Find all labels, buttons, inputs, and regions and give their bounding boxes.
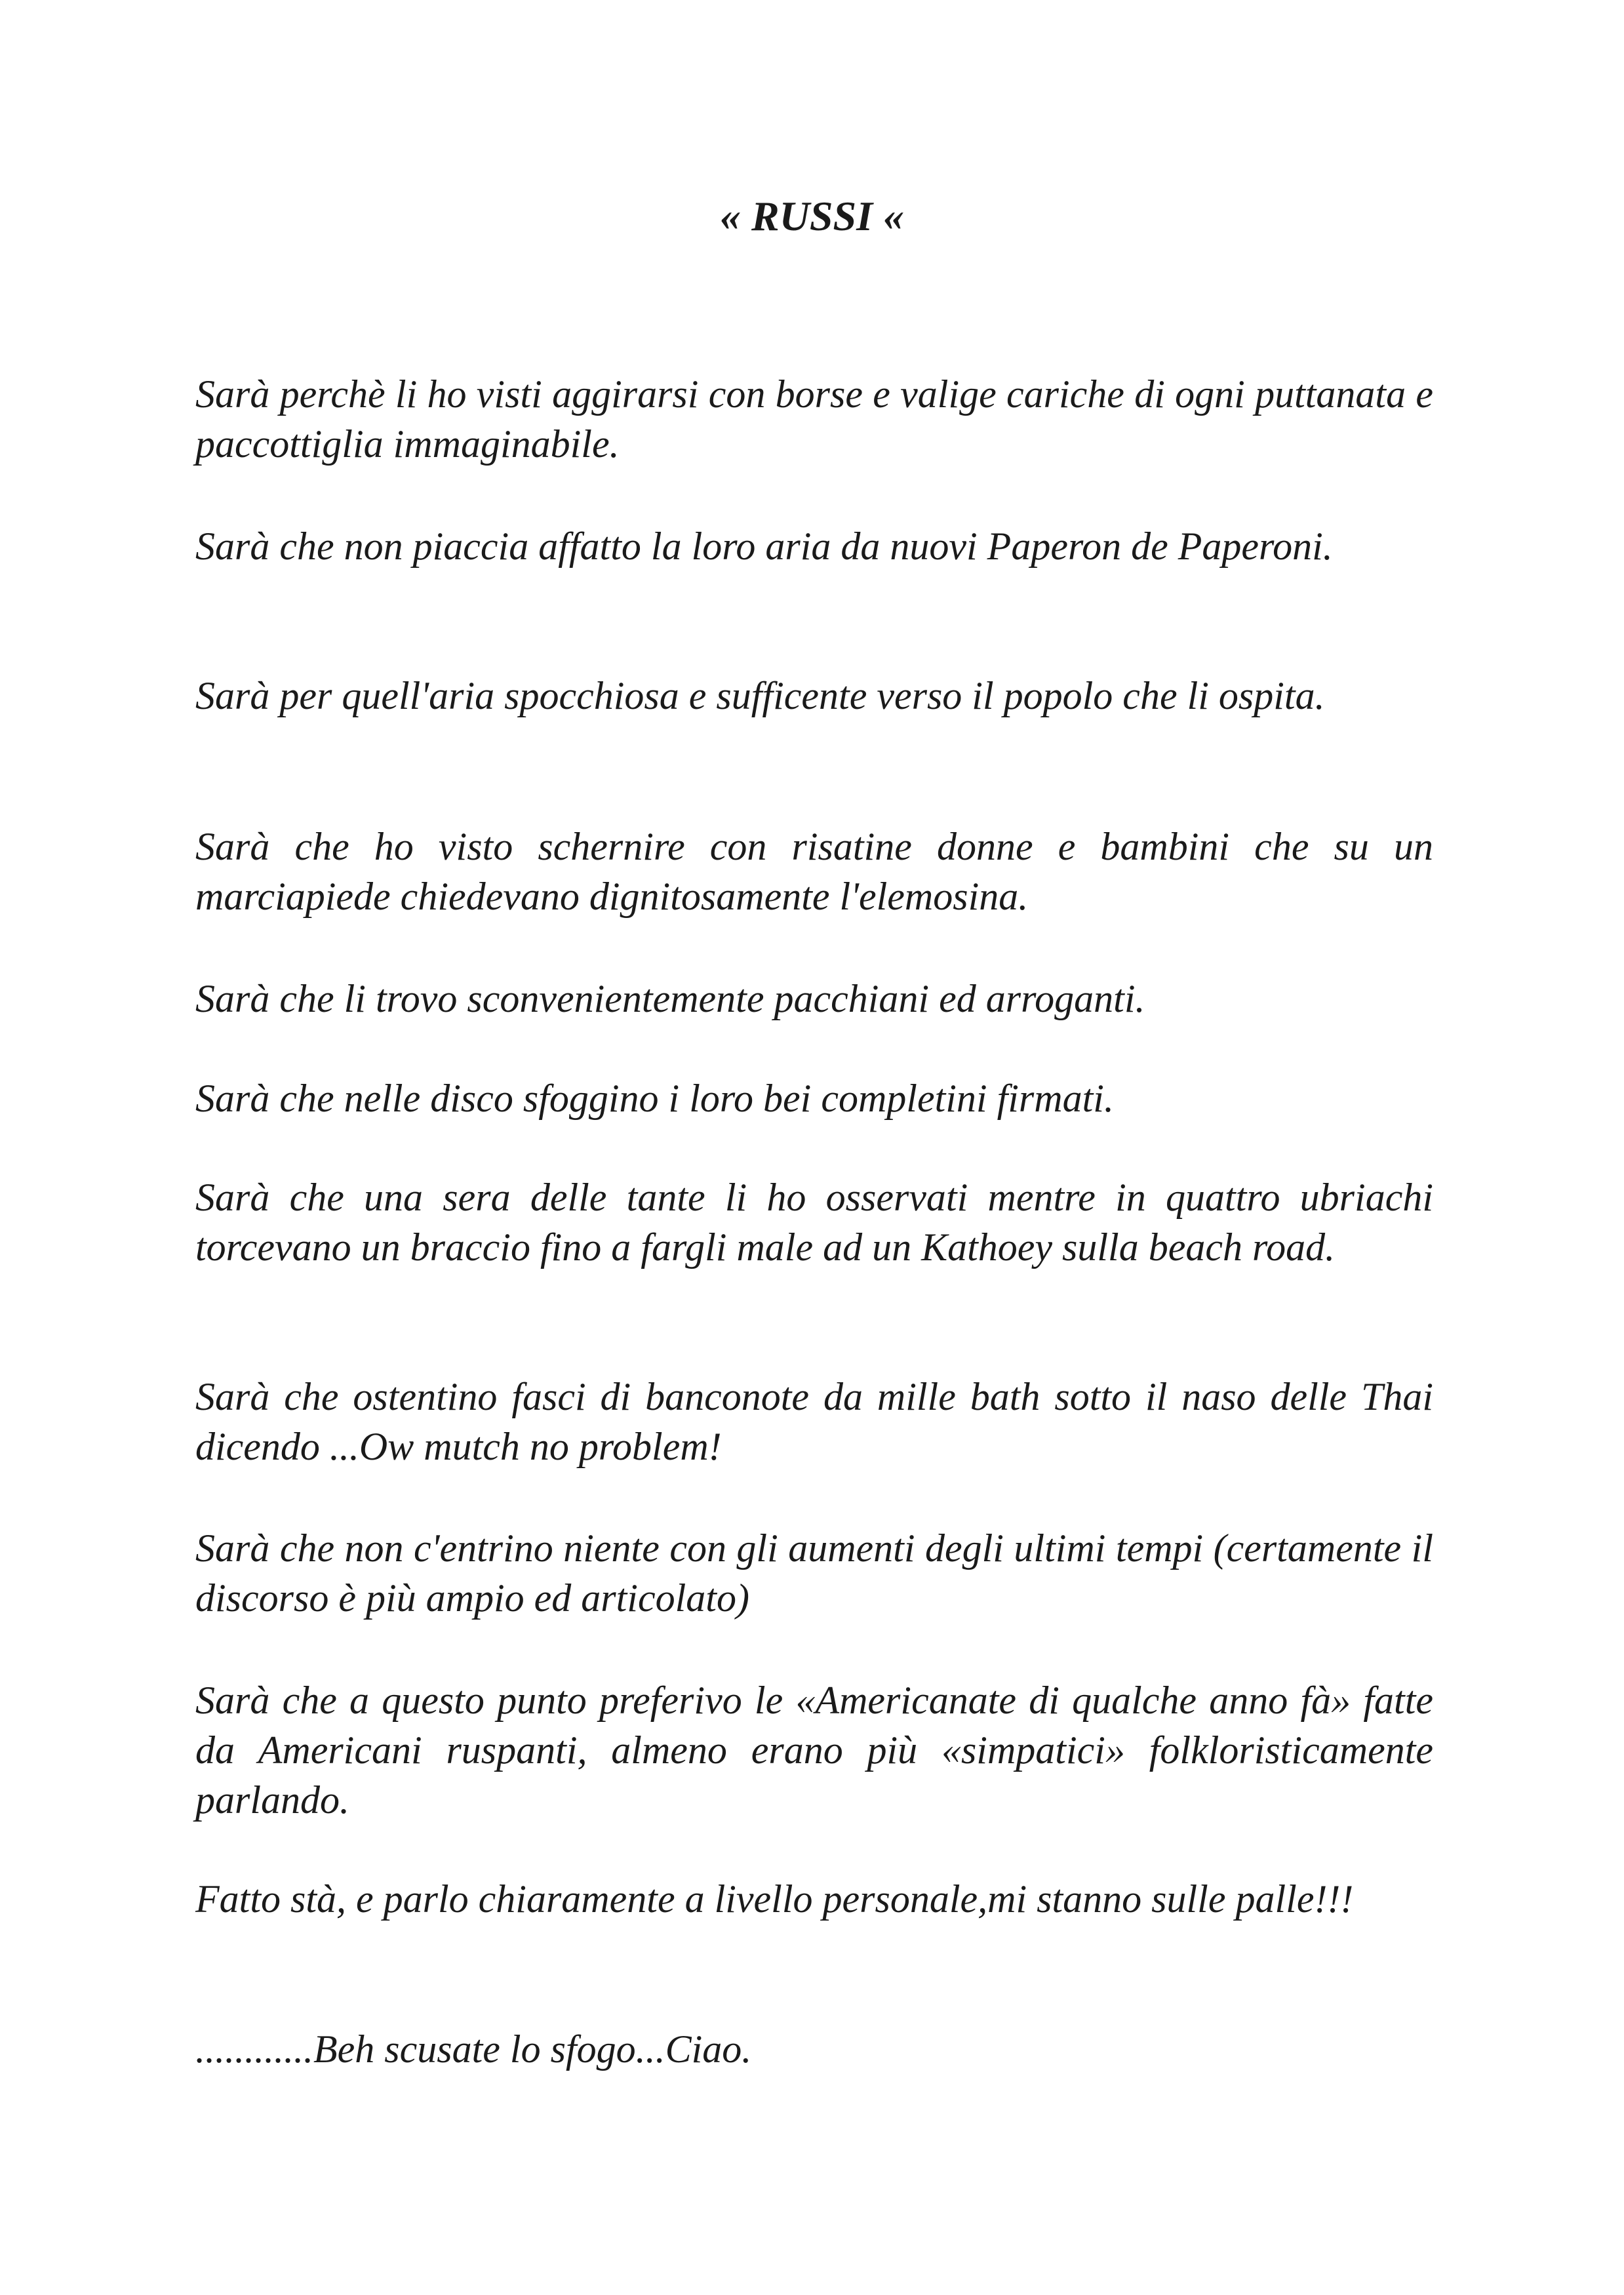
paragraph-paperon-de-paperoni: Sarà che non piaccia affatto la loro aria da nuovi Paperon de Paperoni. [195, 525, 1333, 568]
paragraph-schernire-elemosina: Sarà che ho visto schernire con risatine donne e bambini che su un marciapiede chiedevano dignitosamente l'elemosina. [195, 825, 1433, 918]
paragraph-completini-firmati: Sarà che nelle disco sfoggino i loro bei completini firmati. [195, 1077, 1114, 1120]
paragraph-banconote: Sarà che ostentino fasci di banconote da mille bath sotto il naso delle Thai dicendo ...Ow mutch no problem! [195, 1375, 1433, 1468]
paragraph-closing: ............Beh scusate lo sfogo...Ciao. [195, 2027, 752, 2071]
paragraph-americanate: Sarà che a questo punto preferivo le «Americanate di qualche anno fà» fatte da Americani ruspanti, almeno erano più «simpatici» folkloristicamente parlando. [195, 1679, 1433, 1822]
paragraph-pacchiani-arroganti: Sarà che li trovo sconvenientemente pacchiani ed arroganti. [195, 977, 1145, 1020]
paragraph-fatto-sta: Fatto stà, e parlo chiaramente a livello personale,mi stanno sulle palle!!! [195, 1877, 1354, 1921]
paragraph-aria-spocchiosa: Sarà per quell'aria spocchiosa e sufficente verso il popolo che li ospita. [195, 674, 1325, 717]
paragraph-kathoey-beach-road: Sarà che una sera delle tante li ho osservati mentre in quattro ubriachi torcevano un braccio fino a fargli male ad un Kathoey sulla beach road. [195, 1176, 1433, 1269]
paragraph-aumenti: Sarà che non c'entrino niente con gli aumenti degli ultimi tempi (certamente il discorso è più ampio ed articolato) [195, 1527, 1433, 1620]
paragraph-borse-valige: Sarà perchè li ho visti aggirarsi con borse e valige cariche di ogni puttanata e paccottiglia immaginabile. [195, 372, 1433, 466]
document-title: « RUSSI « [720, 193, 904, 239]
